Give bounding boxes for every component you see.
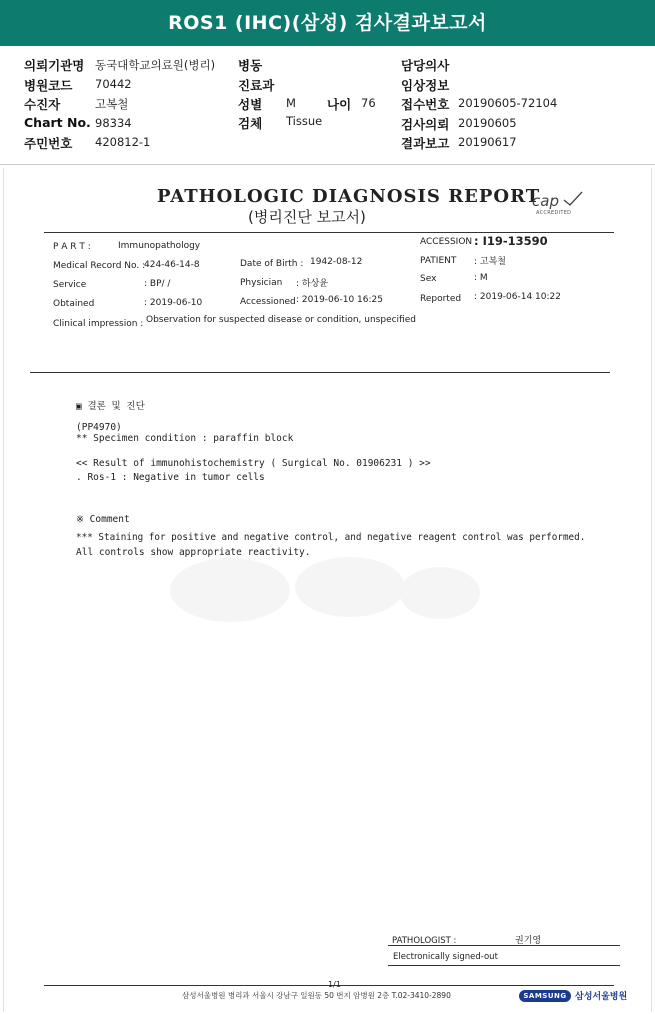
- obtained-label: Obtained: [53, 299, 95, 309]
- institution-label: 의뢰기관명: [24, 58, 85, 73]
- result-report-value: 20190617: [458, 135, 517, 149]
- reception-no-label: 접수번호: [401, 97, 450, 112]
- mrn-value: 424-46-14-8: [144, 260, 200, 270]
- chart-no-value: 98334: [95, 116, 132, 130]
- result-report-label: 결과보고: [401, 136, 450, 151]
- dob-value: 1942-08-12: [310, 257, 363, 267]
- part-label: P A R T :: [53, 242, 91, 252]
- samsung-logo: SAMSUNG: [519, 990, 571, 1002]
- ros1-result: . Ros-1 : Negative in tumor cells: [76, 472, 265, 483]
- sex-value: M: [286, 96, 296, 110]
- physician-label: Physician: [240, 278, 283, 288]
- ihc-result-header: << Result of immunohistochemistry ( Surgical No. 01906231 ) >>: [76, 458, 431, 469]
- request-date-label: 검사의뢰: [401, 117, 450, 132]
- service-value: : BP/ /: [144, 279, 171, 289]
- clinical-info-label: 임상정보: [401, 78, 450, 93]
- accession-label: ACCESSION: [420, 237, 473, 247]
- chart-no-label: Chart No.: [24, 115, 91, 130]
- hospital-code-value: 70442: [95, 77, 132, 91]
- pathology-report-title: PATHOLOGIC DIAGNOSIS REPORT: [157, 186, 541, 207]
- patient-info-grid: [0, 52, 655, 152]
- part-value: Immunopathology: [118, 241, 201, 251]
- reported-label: Reported: [420, 294, 462, 304]
- request-date-value: 20190605: [458, 116, 517, 130]
- report-sex-label: Sex: [420, 274, 437, 284]
- cap-check-icon: [562, 190, 584, 208]
- reception-no-value: 20190605-72104: [458, 96, 558, 110]
- resident-no-label: 주민번호: [24, 136, 73, 151]
- page-number: 1/1: [328, 980, 341, 989]
- diagnosis-section-title: ▣ 결론 및 진단: [76, 401, 145, 412]
- hospital-code-label: 병원코드: [24, 78, 73, 93]
- dob-label: Date of Birth :: [240, 259, 304, 269]
- patient-label: 수진자: [24, 97, 61, 112]
- accessioned-label: Accessioned: [240, 297, 296, 307]
- doctor-label: 담당의사: [401, 58, 450, 73]
- header-divider: [0, 164, 655, 165]
- cap-accredited-text: ACCREDITED: [536, 210, 572, 216]
- accessioned-value: : 2019-06-10 16:25: [296, 295, 383, 305]
- cap-logo-text: cap: [532, 192, 559, 210]
- comment-title: ※ Comment: [76, 514, 130, 525]
- ward-label: 병동: [238, 58, 263, 73]
- signed-out-text: Electronically signed-out: [393, 952, 498, 962]
- faint-watermark: [150, 545, 490, 635]
- report-sex-value: : M: [474, 273, 488, 283]
- physician-value: : 하상윤: [296, 279, 328, 289]
- cap-accredited-logo: [532, 192, 584, 220]
- institution-value: 동국대학교의료원(병리): [95, 58, 216, 72]
- age-label: 나이: [327, 97, 352, 112]
- sex-label: 성별: [238, 97, 263, 112]
- specimen-value: Tissue: [286, 114, 323, 128]
- pathologist-name: 권기영: [515, 936, 542, 946]
- report-patient-label: PATIENT: [420, 256, 457, 266]
- obtained-value: : 2019-06-10: [144, 298, 203, 308]
- report-rule-mid: [30, 372, 610, 373]
- comment-line-2: All controls show appropriate reactivity.: [76, 547, 311, 558]
- signed-out-rule: [388, 965, 620, 966]
- specimen-label: 검체: [238, 116, 263, 131]
- department-label: 진료과: [238, 78, 275, 93]
- age-value: 76: [361, 96, 376, 110]
- mrn-label: Medical Record No. :: [53, 261, 146, 271]
- clinical-impression-label: Clinical impression :: [53, 319, 144, 329]
- clinical-impression-value: Observation for suspected disease or condition, unspecified: [146, 315, 416, 325]
- patient-value: 고복철: [95, 97, 129, 111]
- accession-value: : I19-13590: [474, 234, 548, 248]
- service-label: Service: [53, 280, 87, 290]
- specimen-condition: ** Specimen condition : paraffin block: [76, 433, 294, 444]
- footer-address: 삼성서울병원 병리과 서울시 강남구 일원동 50 번지 암병원 2층 T.02-3410-2890: [182, 991, 451, 1000]
- samsung-medical-center-logo: 삼성서울병원: [575, 992, 628, 1002]
- resident-no-value: 420812-1: [95, 135, 151, 149]
- pp-code: (PP4970): [76, 422, 122, 433]
- pathologist-label: PATHOLOGIST :: [392, 936, 457, 946]
- pathology-report-subtitle: (병리진단 보고서): [248, 208, 366, 226]
- comment-line-1: *** Staining for positive and negative control, and negative reagent control was performed.: [76, 532, 586, 543]
- report-patient-value: : 고복철: [474, 257, 506, 267]
- report-rule-top: [44, 232, 614, 233]
- report-title: ROS1 (IHC)(삼성) 검사결과보고서: [0, 0, 655, 46]
- reported-value: : 2019-06-14 10:22: [474, 292, 561, 302]
